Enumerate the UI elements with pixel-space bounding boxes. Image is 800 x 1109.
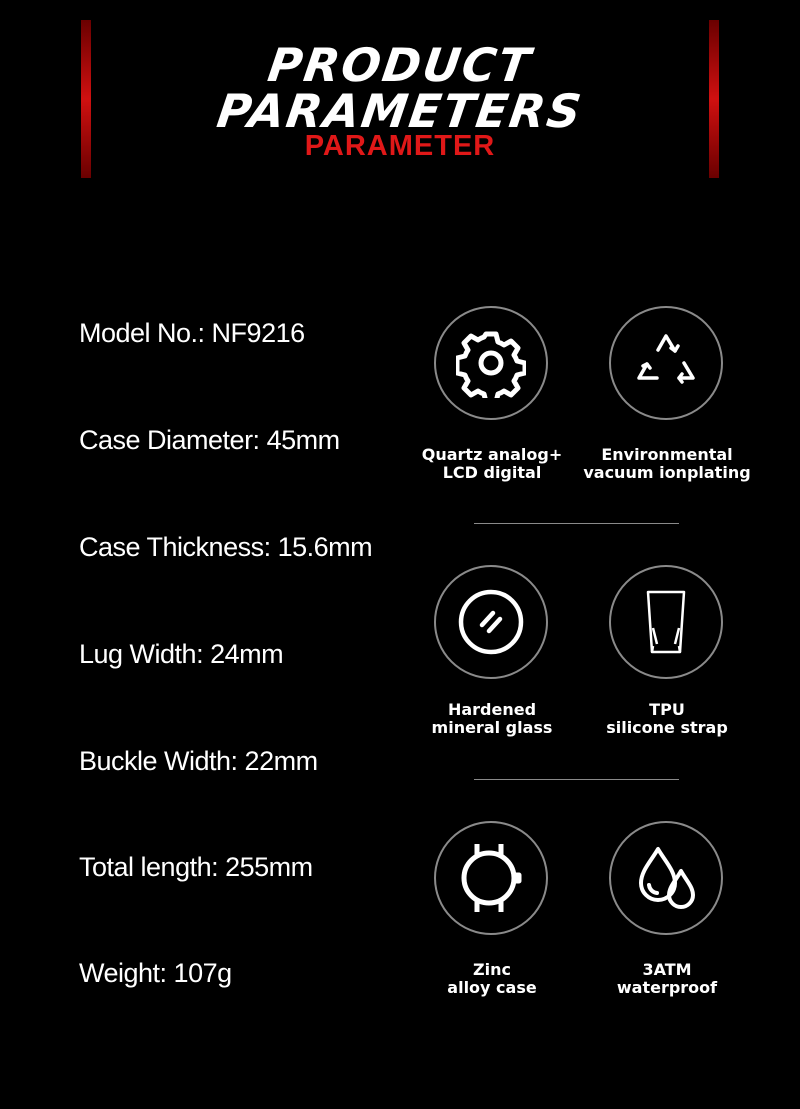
- spec-total-length: Total length: 255mm: [79, 852, 313, 882]
- gear-icon: [456, 328, 526, 398]
- feature-glass-label: Hardened mineral glass: [431, 700, 553, 737]
- strap-icon: [631, 582, 701, 662]
- divider-1: [474, 523, 679, 524]
- spec-case-thickness: Case Thickness: 15.6mm: [79, 532, 373, 562]
- recycle-icon: [631, 328, 701, 398]
- feature-case-label: Zinc alloy case: [447, 960, 537, 997]
- feature-gear-label: Quartz analog+ LCD digital: [421, 445, 563, 482]
- divider-2: [474, 779, 679, 780]
- spec-case-diameter: Case Diameter: 45mm: [79, 425, 340, 455]
- feature-recycle-label: Environmental vacuum ionplating: [583, 445, 751, 482]
- spec-weight: Weight: 107g: [79, 958, 232, 988]
- water-drops-icon-circle: [609, 821, 723, 935]
- spec-buckle-width: Buckle Width: 22mm: [79, 746, 318, 776]
- watch-case-icon: [451, 838, 531, 918]
- spec-lug-width: Lug Width: 24mm: [79, 639, 284, 669]
- feature-strap-label: TPU silicone strap: [606, 700, 728, 737]
- strap-icon-circle: [609, 565, 723, 679]
- page-title-line2: PARAMETERS: [213, 84, 587, 138]
- glass-icon: [456, 587, 526, 657]
- spec-model-number: Model No.: NF9216: [79, 318, 305, 348]
- recycle-icon-circle: [609, 306, 723, 420]
- glass-icon-circle: [434, 565, 548, 679]
- page-subtitle: PARAMETER: [304, 130, 496, 162]
- gear-icon-circle: [434, 306, 548, 420]
- page-title-line1: PRODUCT: [264, 38, 536, 92]
- feature-waterproof-label: 3ATM waterproof: [616, 960, 718, 997]
- water-drops-icon: [631, 843, 701, 913]
- watch-case-icon-circle: [434, 821, 548, 935]
